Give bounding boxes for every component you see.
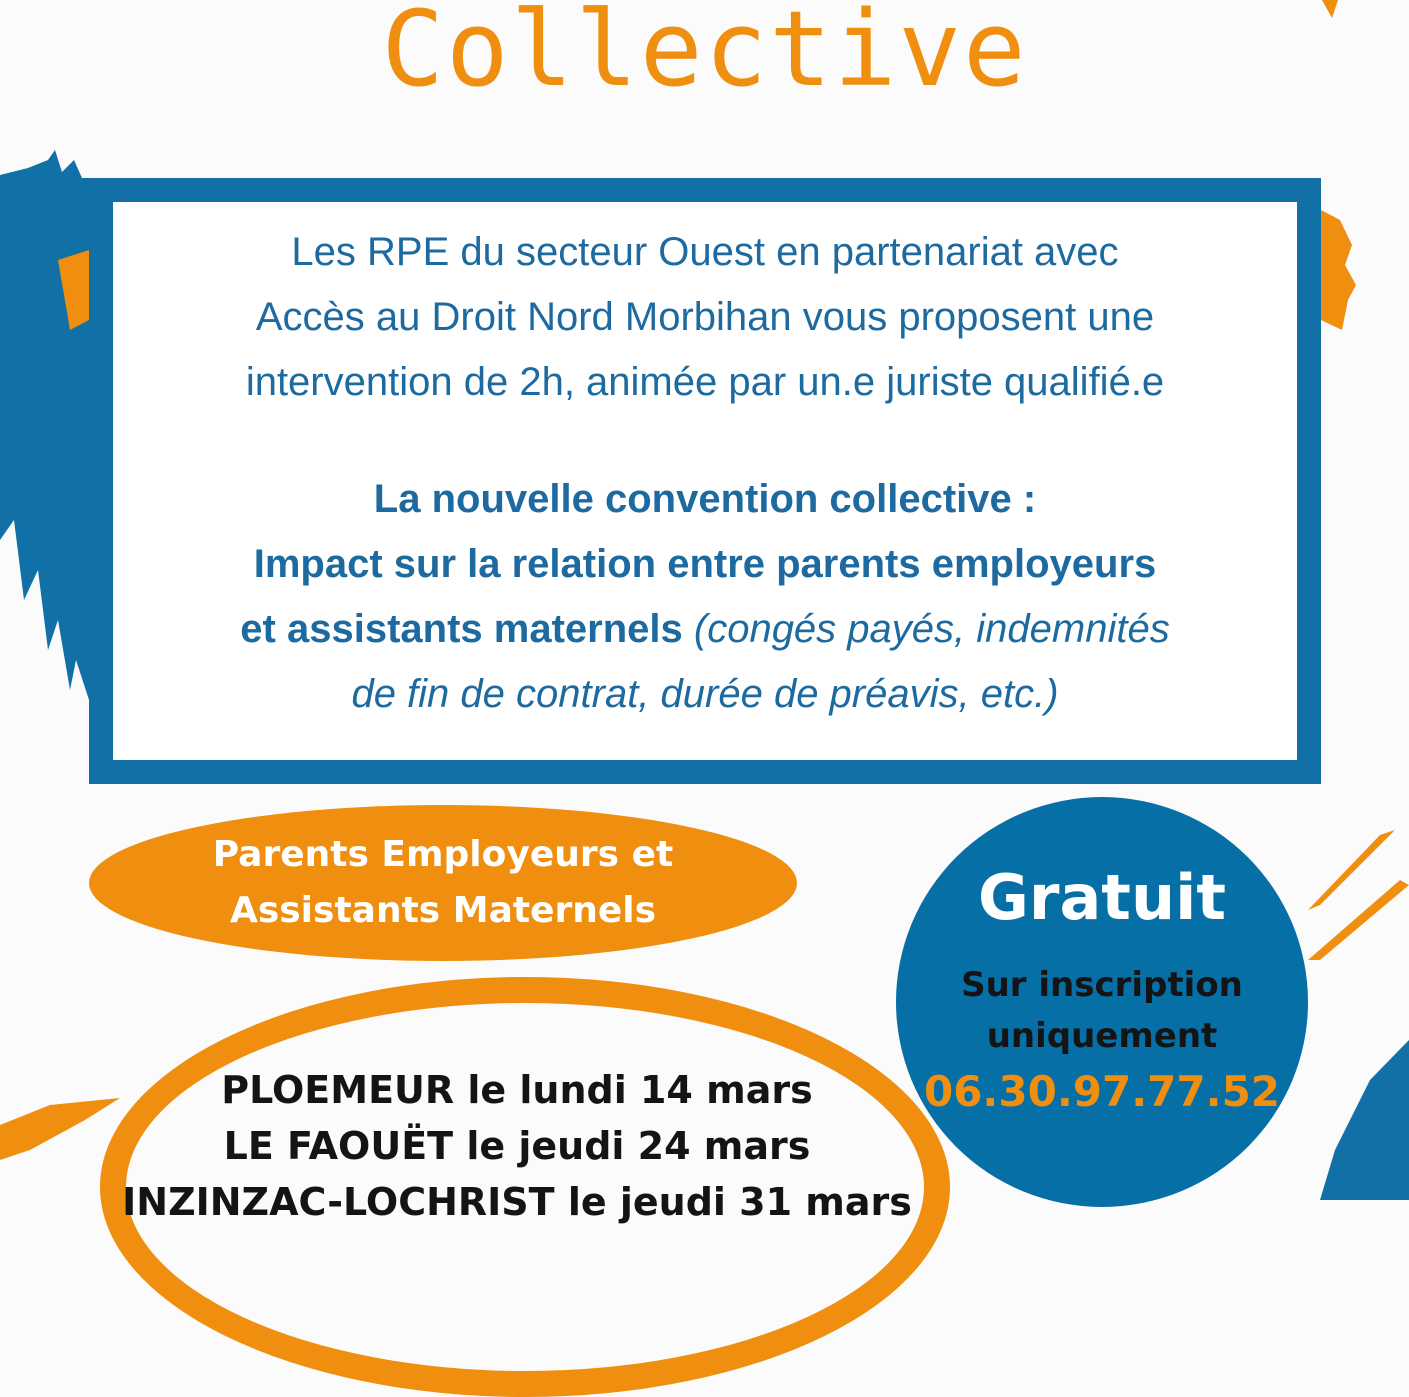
registration-note xyxy=(896,960,1308,1062)
audience-line: Parents Employeurs et xyxy=(212,834,674,875)
topic-italic-text: (congés payés, indemnités xyxy=(693,607,1170,651)
intro-line: intervention de 2h, animée par un.e juriste qualifié.e xyxy=(245,360,1165,404)
date-item: INZINZAC-LOCHRIST le jeudi 31 mars xyxy=(122,1180,912,1224)
topic-bold-text: et assistants maternels xyxy=(240,607,683,651)
page-title: Collective xyxy=(381,0,1028,110)
topic-heading: La nouvelle convention collective : xyxy=(373,477,1037,521)
right-blue-brush xyxy=(1320,1040,1409,1200)
topic-paragraph xyxy=(113,467,1297,727)
audience-line: Assistants Maternels xyxy=(229,890,657,931)
registration-line: uniquement xyxy=(986,1016,1218,1056)
price-title: Gratuit xyxy=(978,861,1226,934)
registration-line: Sur inscription xyxy=(961,965,1243,1005)
right-orange-brush xyxy=(1321,210,1356,330)
info-box xyxy=(89,178,1321,784)
date-item: LE FAOUËT le jeudi 24 mars xyxy=(223,1124,811,1168)
topic-line xyxy=(113,597,1297,662)
date-item: PLOEMEUR le lundi 14 mars xyxy=(221,1068,813,1112)
topic-line: Impact sur la relation entre parents employeurs xyxy=(253,542,1157,586)
left-blue-brush xyxy=(0,150,89,700)
audience-badge xyxy=(89,805,797,961)
topic-italic-line: de fin de contrat, durée de préavis, etc.) xyxy=(351,672,1059,716)
right-orange-stroke-2 xyxy=(1308,880,1409,960)
intro-paragraph xyxy=(113,220,1297,415)
phone-number: 06.30.97.77.52 xyxy=(923,1067,1281,1116)
dates-list xyxy=(100,1062,934,1230)
info-content xyxy=(113,202,1297,760)
intro-line: Accès au Droit Nord Morbihan vous proposent une xyxy=(255,295,1155,339)
intro-line: Les RPE du secteur Ouest en partenariat avec xyxy=(291,230,1119,274)
